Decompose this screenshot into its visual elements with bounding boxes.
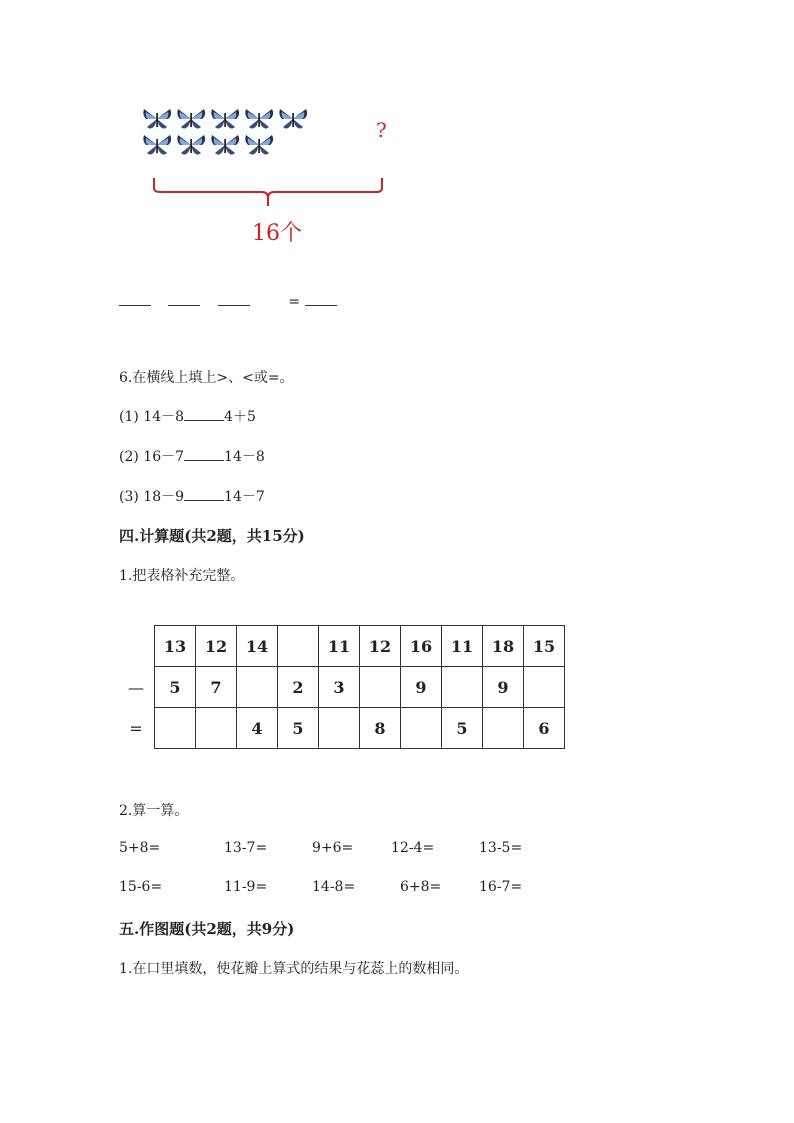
- table-cell: 15: [524, 626, 565, 667]
- calc-item: 6+8=: [400, 879, 442, 895]
- butterfly-icon: [244, 133, 275, 157]
- table-cell: 16: [401, 626, 442, 667]
- butterfly-icon: [210, 107, 241, 131]
- q6-item-1: [119, 406, 256, 426]
- blank-1[interactable]: [119, 305, 151, 306]
- table-cell: 3: [319, 667, 360, 708]
- calc-item: 9+6=: [312, 840, 354, 856]
- table-cell: 4: [237, 708, 278, 749]
- calc-item: 5+8=: [119, 840, 161, 856]
- compare-blank[interactable]: [184, 500, 224, 501]
- table-blank-cell[interactable]: [360, 667, 401, 708]
- item-num: (1): [119, 409, 139, 425]
- blank-result[interactable]: [305, 305, 337, 306]
- equals-sign: =: [288, 294, 301, 310]
- item-num: (2): [119, 449, 139, 465]
- compare-blank[interactable]: [184, 460, 224, 461]
- table-cell: 5: [442, 708, 483, 749]
- table-cell: 11: [319, 626, 360, 667]
- table-cell: 18: [483, 626, 524, 667]
- table-cell: 5: [278, 708, 319, 749]
- butterfly-icon: [244, 107, 275, 131]
- section5-q1-title: 1.在口里填数，使花瓣上算式的结果与花蕊上的数相同。: [119, 961, 469, 977]
- section4-q1-title: 1.把表格补充完整。: [119, 568, 245, 584]
- table-blank-cell[interactable]: [196, 708, 237, 749]
- blank-2[interactable]: [168, 305, 200, 306]
- calc-item: 12-4=: [391, 840, 435, 856]
- table-blank-cell[interactable]: [483, 708, 524, 749]
- butterfly-icon: [278, 107, 309, 131]
- table-cell: 2: [278, 667, 319, 708]
- table-cell: 9: [401, 667, 442, 708]
- row-operator: [118, 626, 155, 667]
- table-row: [118, 667, 565, 708]
- q6-item-2: [119, 446, 265, 466]
- fill-table: [118, 625, 565, 749]
- row-operator: —: [128, 677, 144, 697]
- table-cell: 13: [155, 626, 196, 667]
- table-cell: 9: [483, 667, 524, 708]
- calc-item: 15-6=: [119, 879, 163, 895]
- table-cell: 7: [196, 667, 237, 708]
- item-left: 14－8: [143, 409, 185, 425]
- item-left: 18－9: [143, 489, 185, 505]
- table-blank-cell[interactable]: [155, 708, 196, 749]
- item-right: 14－8: [224, 449, 265, 465]
- blank-3[interactable]: [218, 305, 250, 306]
- brace: [150, 172, 392, 212]
- table-cell: 12: [196, 626, 237, 667]
- row-operator: =: [129, 718, 143, 738]
- table-blank-cell[interactable]: [278, 626, 319, 667]
- table-row: [118, 626, 565, 667]
- butterfly-icon: [210, 133, 241, 157]
- calc-item: 11-9=: [224, 879, 268, 895]
- calc-item: 13-5=: [479, 840, 523, 856]
- butterfly-icon: [176, 107, 207, 131]
- butterfly-icon: [176, 133, 207, 157]
- compare-blank[interactable]: [184, 420, 224, 421]
- table-row: [118, 708, 565, 749]
- q6-item-3: [119, 486, 265, 506]
- item-num: (3): [119, 489, 139, 505]
- item-right: 4＋5: [224, 409, 256, 425]
- table-blank-cell[interactable]: [401, 708, 442, 749]
- table-blank-cell[interactable]: [524, 667, 565, 708]
- section5-heading: 五.作图题(共2题，共9分): [119, 920, 295, 938]
- butterfly-icon: [142, 133, 173, 157]
- table-cell: 12: [360, 626, 401, 667]
- calc-item: 16-7=: [479, 879, 523, 895]
- table-cell: 11: [442, 626, 483, 667]
- item-left: 16－7: [143, 449, 185, 465]
- q6-title: 6.在横线上填上>、<或=。: [119, 370, 294, 386]
- item-right: 14－7: [224, 489, 265, 505]
- butterfly-figure: [0, 0, 794, 260]
- section4-q2-title: 2.算一算。: [119, 803, 189, 819]
- calc-item: 14-8=: [312, 879, 356, 895]
- table-blank-cell[interactable]: [237, 667, 278, 708]
- table-cell: 6: [524, 708, 565, 749]
- question-mark: ?: [376, 118, 387, 142]
- table-cell: 14: [237, 626, 278, 667]
- butterfly-icon: [142, 107, 173, 131]
- table-blank-cell[interactable]: [319, 708, 360, 749]
- table-blank-cell[interactable]: [442, 667, 483, 708]
- total-label: 16个: [252, 221, 302, 246]
- answer-blanks: [119, 294, 337, 310]
- table-cell: 8: [360, 708, 401, 749]
- section4-heading: 四.计算题(共2题，共15分): [119, 527, 305, 545]
- calc-item: 13-7=: [224, 840, 268, 856]
- table-cell: 5: [155, 667, 196, 708]
